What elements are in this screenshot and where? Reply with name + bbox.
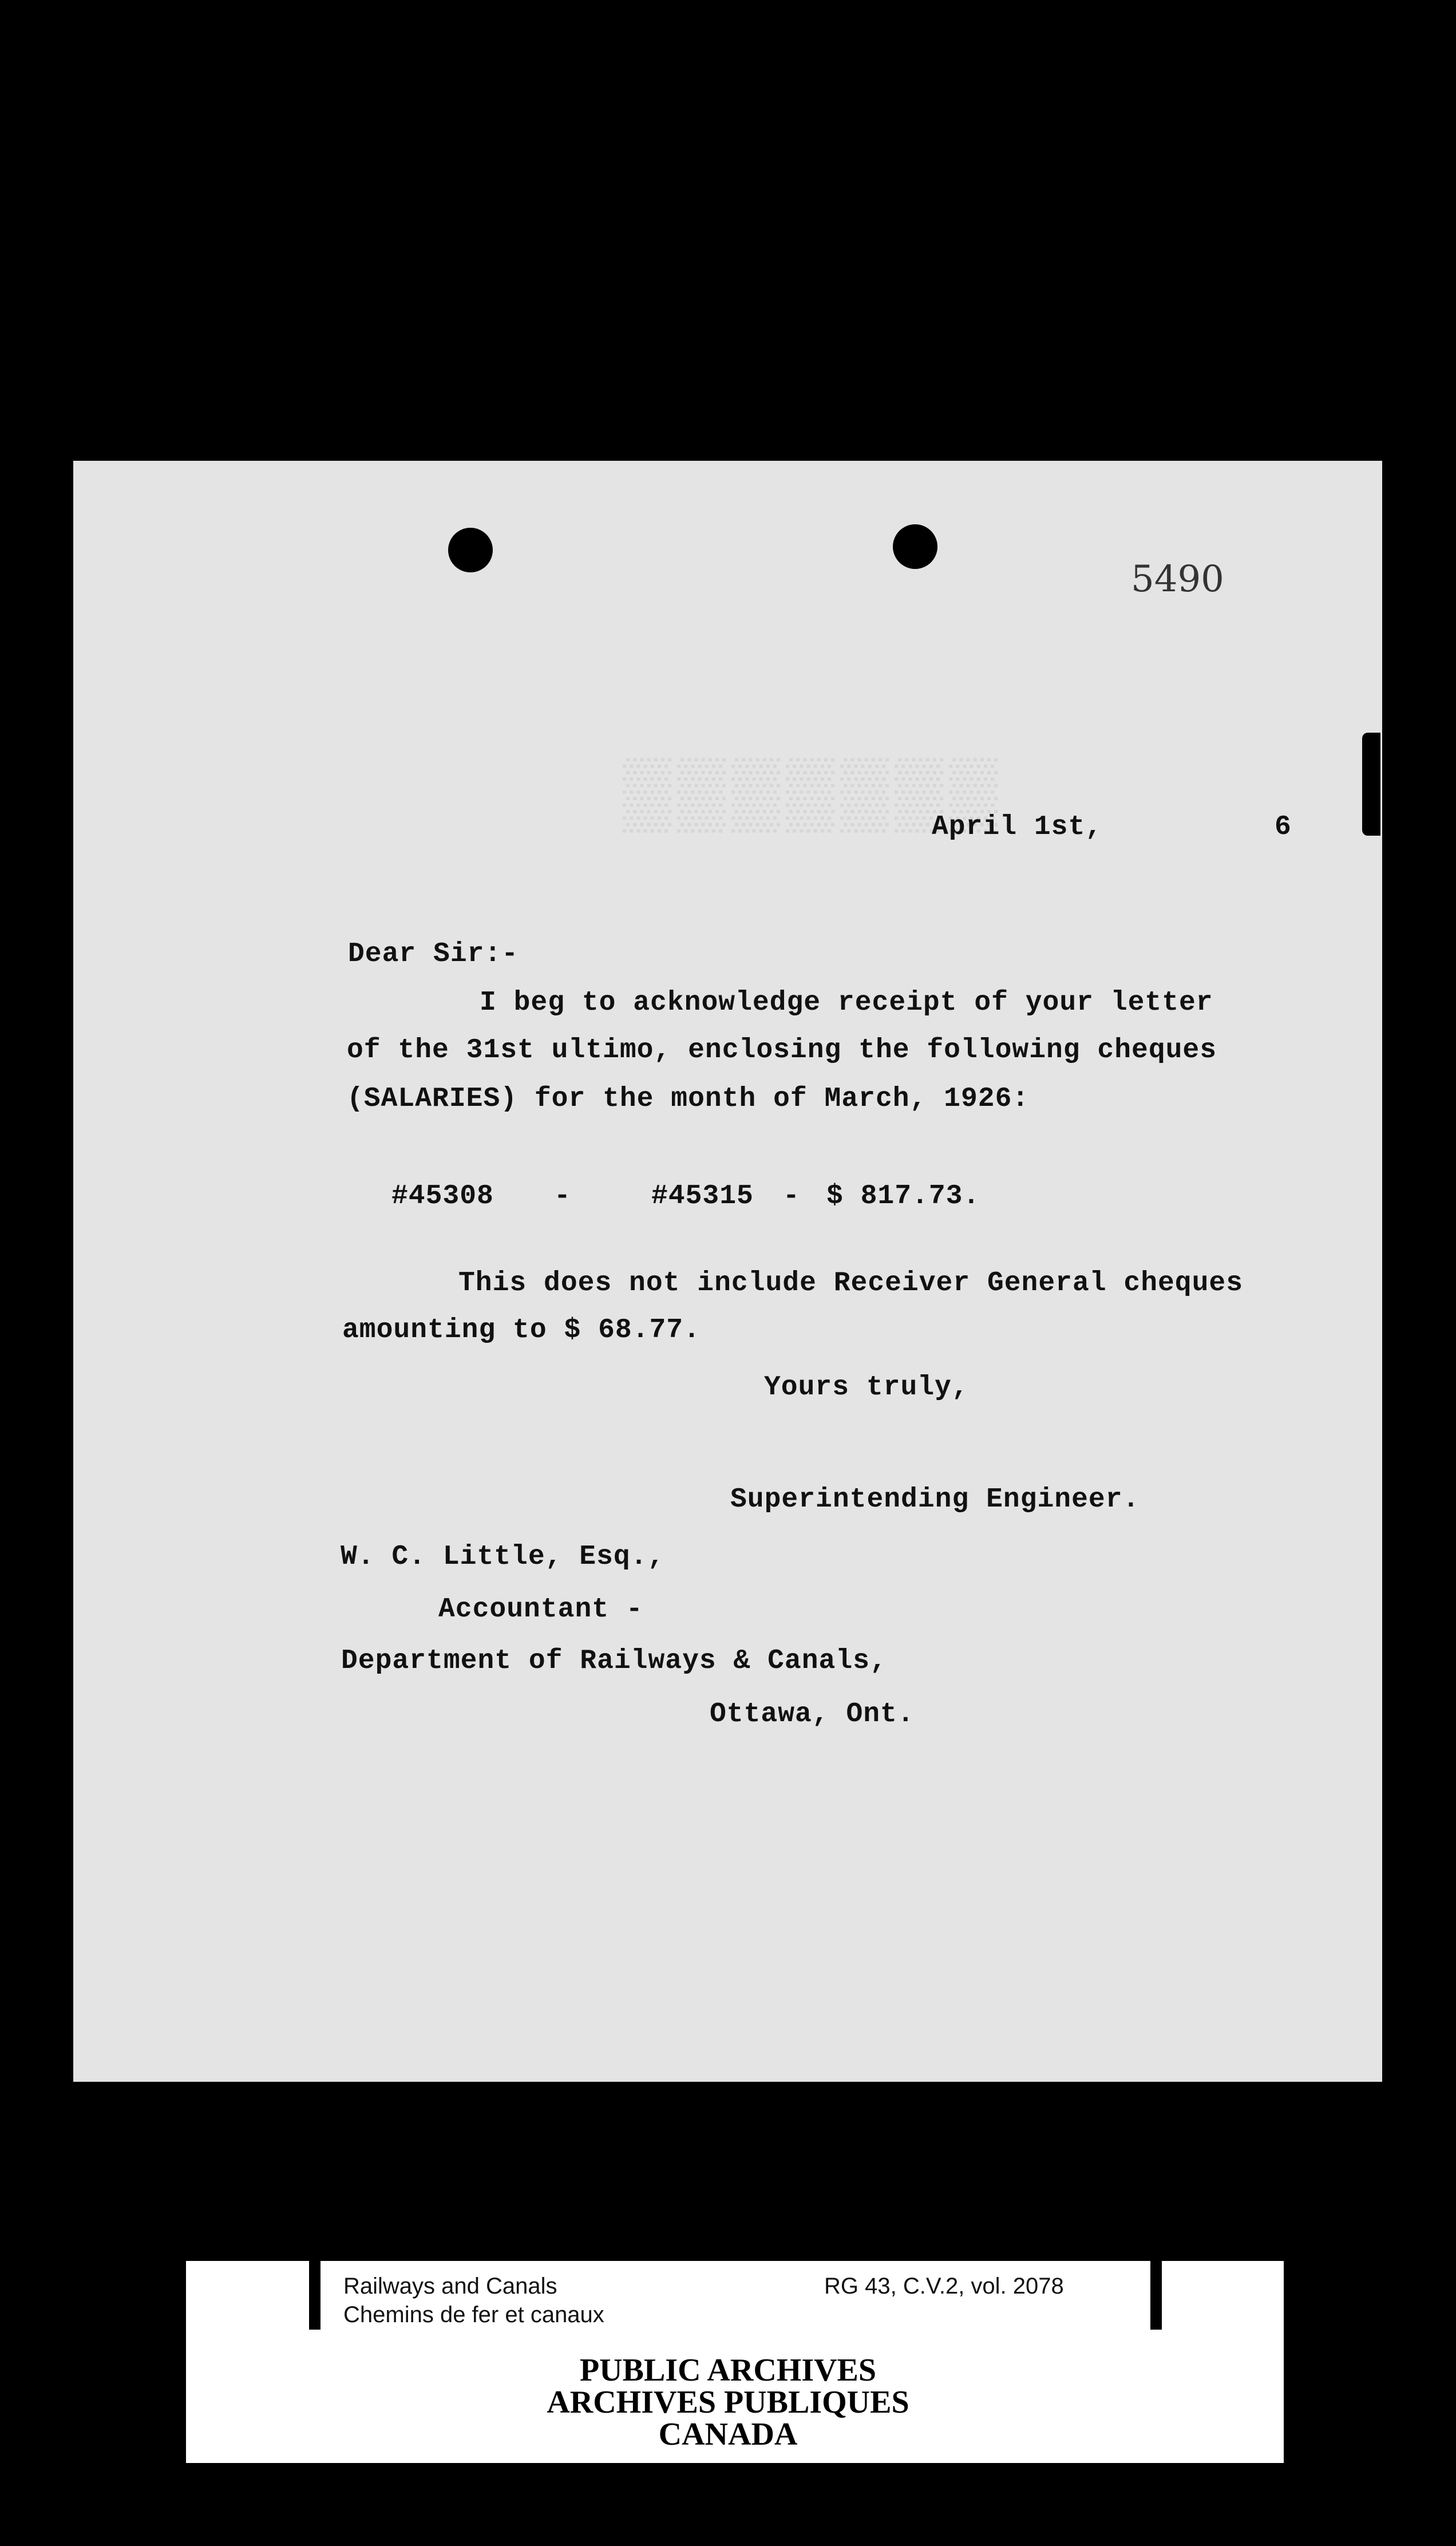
cheque-to: #45315 [651,1181,754,1212]
faint-stamp-bleedthrough: ▒▒▒▒▒▒▒ [623,754,1004,830]
salutation: Dear Sir:- [348,939,519,970]
archives-line-1: PUBLIC ARCHIVES [579,2353,877,2388]
archives-line-3: CANADA [658,2417,798,2452]
page-number: 5490 [1131,558,1224,600]
cheque-dash-2: - [783,1181,800,1212]
addressee-department: Department of Railways & Canals, [341,1646,887,1677]
date-line: April 1st, [932,812,1103,843]
addressee-role: Accountant - [438,1594,643,1625]
page-edge-tab [1362,733,1380,836]
cheque-dash-1: - [554,1181,571,1212]
body-line-5: amounting to $ 68.77. [342,1315,701,1346]
document-page [73,461,1382,2082]
body-line-1: I beg to acknowledge receipt of your letter [480,987,1213,1018]
archive-reference: RG 43, C.V.2, vol. 2078 [824,2274,1064,2299]
body-line-4: This does not include Receiver General cheques [458,1268,1244,1299]
archives-line-2: ARCHIVES PUBLIQUES [547,2385,909,2420]
closing: Yours truly, [764,1372,969,1403]
margin-mark: 6 [1275,812,1292,843]
punch-hole-right [893,524,937,569]
addressee-city: Ottawa, Ont. [710,1699,915,1730]
cheque-from: #45308 [391,1181,494,1212]
fonds-french: Chemins de fer et canaux [343,2302,604,2327]
fonds-english: Railways and Canals [343,2274,557,2299]
punch-hole-left [448,528,493,572]
body-line-3: (SALARIES) for the month of March, 1926: [347,1084,1030,1114]
cheque-amount: $ 817.73. [826,1181,980,1212]
body-line-2: of the 31st ultimo, enclosing the following cheques [347,1035,1217,1066]
signature-title: Superintending Engineer. [730,1484,1140,1515]
archive-reference-box [309,2261,1162,2330]
addressee-name: W. C. Little, Esq., [341,1541,665,1572]
